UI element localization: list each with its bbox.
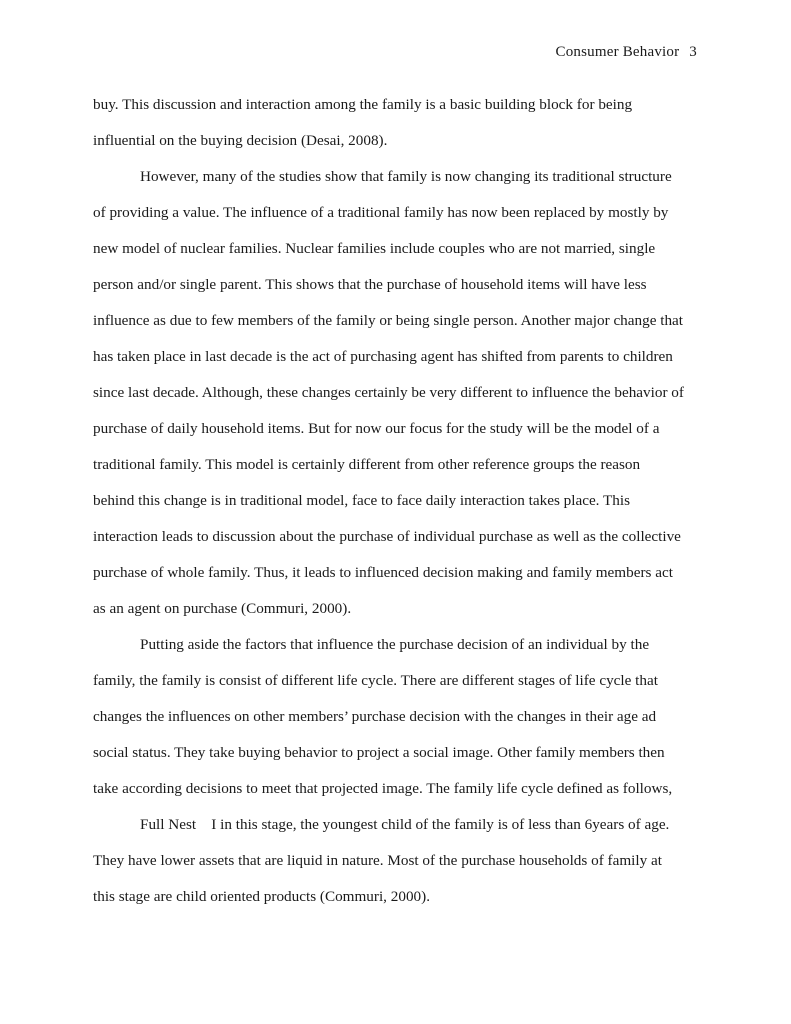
text-line: this stage are child oriented products (Commuri, 2000). — [93, 888, 431, 905]
text-line: social status. They take buying behavior to project a social image. Other family members then — [93, 744, 665, 761]
text-line: purchase of daily household items. But for now our focus for the study will be the model of a — [93, 420, 660, 437]
text-line: buy. This discussion and interaction among the family is a basic building block for being — [93, 96, 633, 113]
text-line: influential on the buying decision (Desai, 2008). — [93, 132, 388, 149]
text-line: Full Nest I in this stage, the youngest child of the family is of less than 6years of age. — [140, 816, 670, 833]
text-line: traditional family. This model is certainly different from other reference groups the reason — [93, 456, 641, 473]
text-line: has taken place in last decade is the act of purchasing agent has shifted from parents to children — [93, 348, 673, 365]
text-line: interaction leads to discussion about the purchase of individual purchase as well as the collective — [93, 528, 681, 545]
text-line: since last decade. Although, these changes certainly be very different to influence the behavior of — [93, 384, 684, 401]
text-line: of providing a value. The influence of a traditional family has now been replaced by mostly by — [93, 204, 669, 221]
page-number: 3 — [689, 44, 697, 60]
text-line: as an agent on purchase (Commuri, 2000). — [93, 600, 352, 617]
text-line: behind this change is in traditional model, face to face daily interaction takes place. This — [93, 492, 631, 509]
text-line: changes the influences on other members’ purchase decision with the changes in their age ad — [93, 708, 657, 725]
text-line: They have lower assets that are liquid in nature. Most of the purchase households of family at — [93, 852, 662, 869]
text-line: Putting aside the factors that influence the purchase decision of an individual by the — [140, 636, 650, 653]
text-line: person and/or single parent. This shows that the purchase of household items will have less — [93, 276, 647, 293]
text-line: However, many of the studies show that family is now changing its traditional structure — [140, 168, 672, 185]
running-head — [556, 44, 698, 61]
text-line: family, the family is consist of different life cycle. There are different stages of life cycle that — [93, 672, 658, 689]
text-line: purchase of whole family. Thus, it leads to influenced decision making and family members act — [93, 564, 673, 581]
text-line: influence as due to few members of the family or being single person. Another major change that — [93, 312, 684, 329]
running-head-title: Consumer Behavior — [555, 44, 680, 60]
text-line: new model of nuclear families. Nuclear families include couples who are not married, single — [93, 240, 656, 257]
text-line: take according decisions to meet that projected image. The family life cycle defined as follows, — [93, 780, 673, 797]
body-text — [93, 87, 713, 915]
